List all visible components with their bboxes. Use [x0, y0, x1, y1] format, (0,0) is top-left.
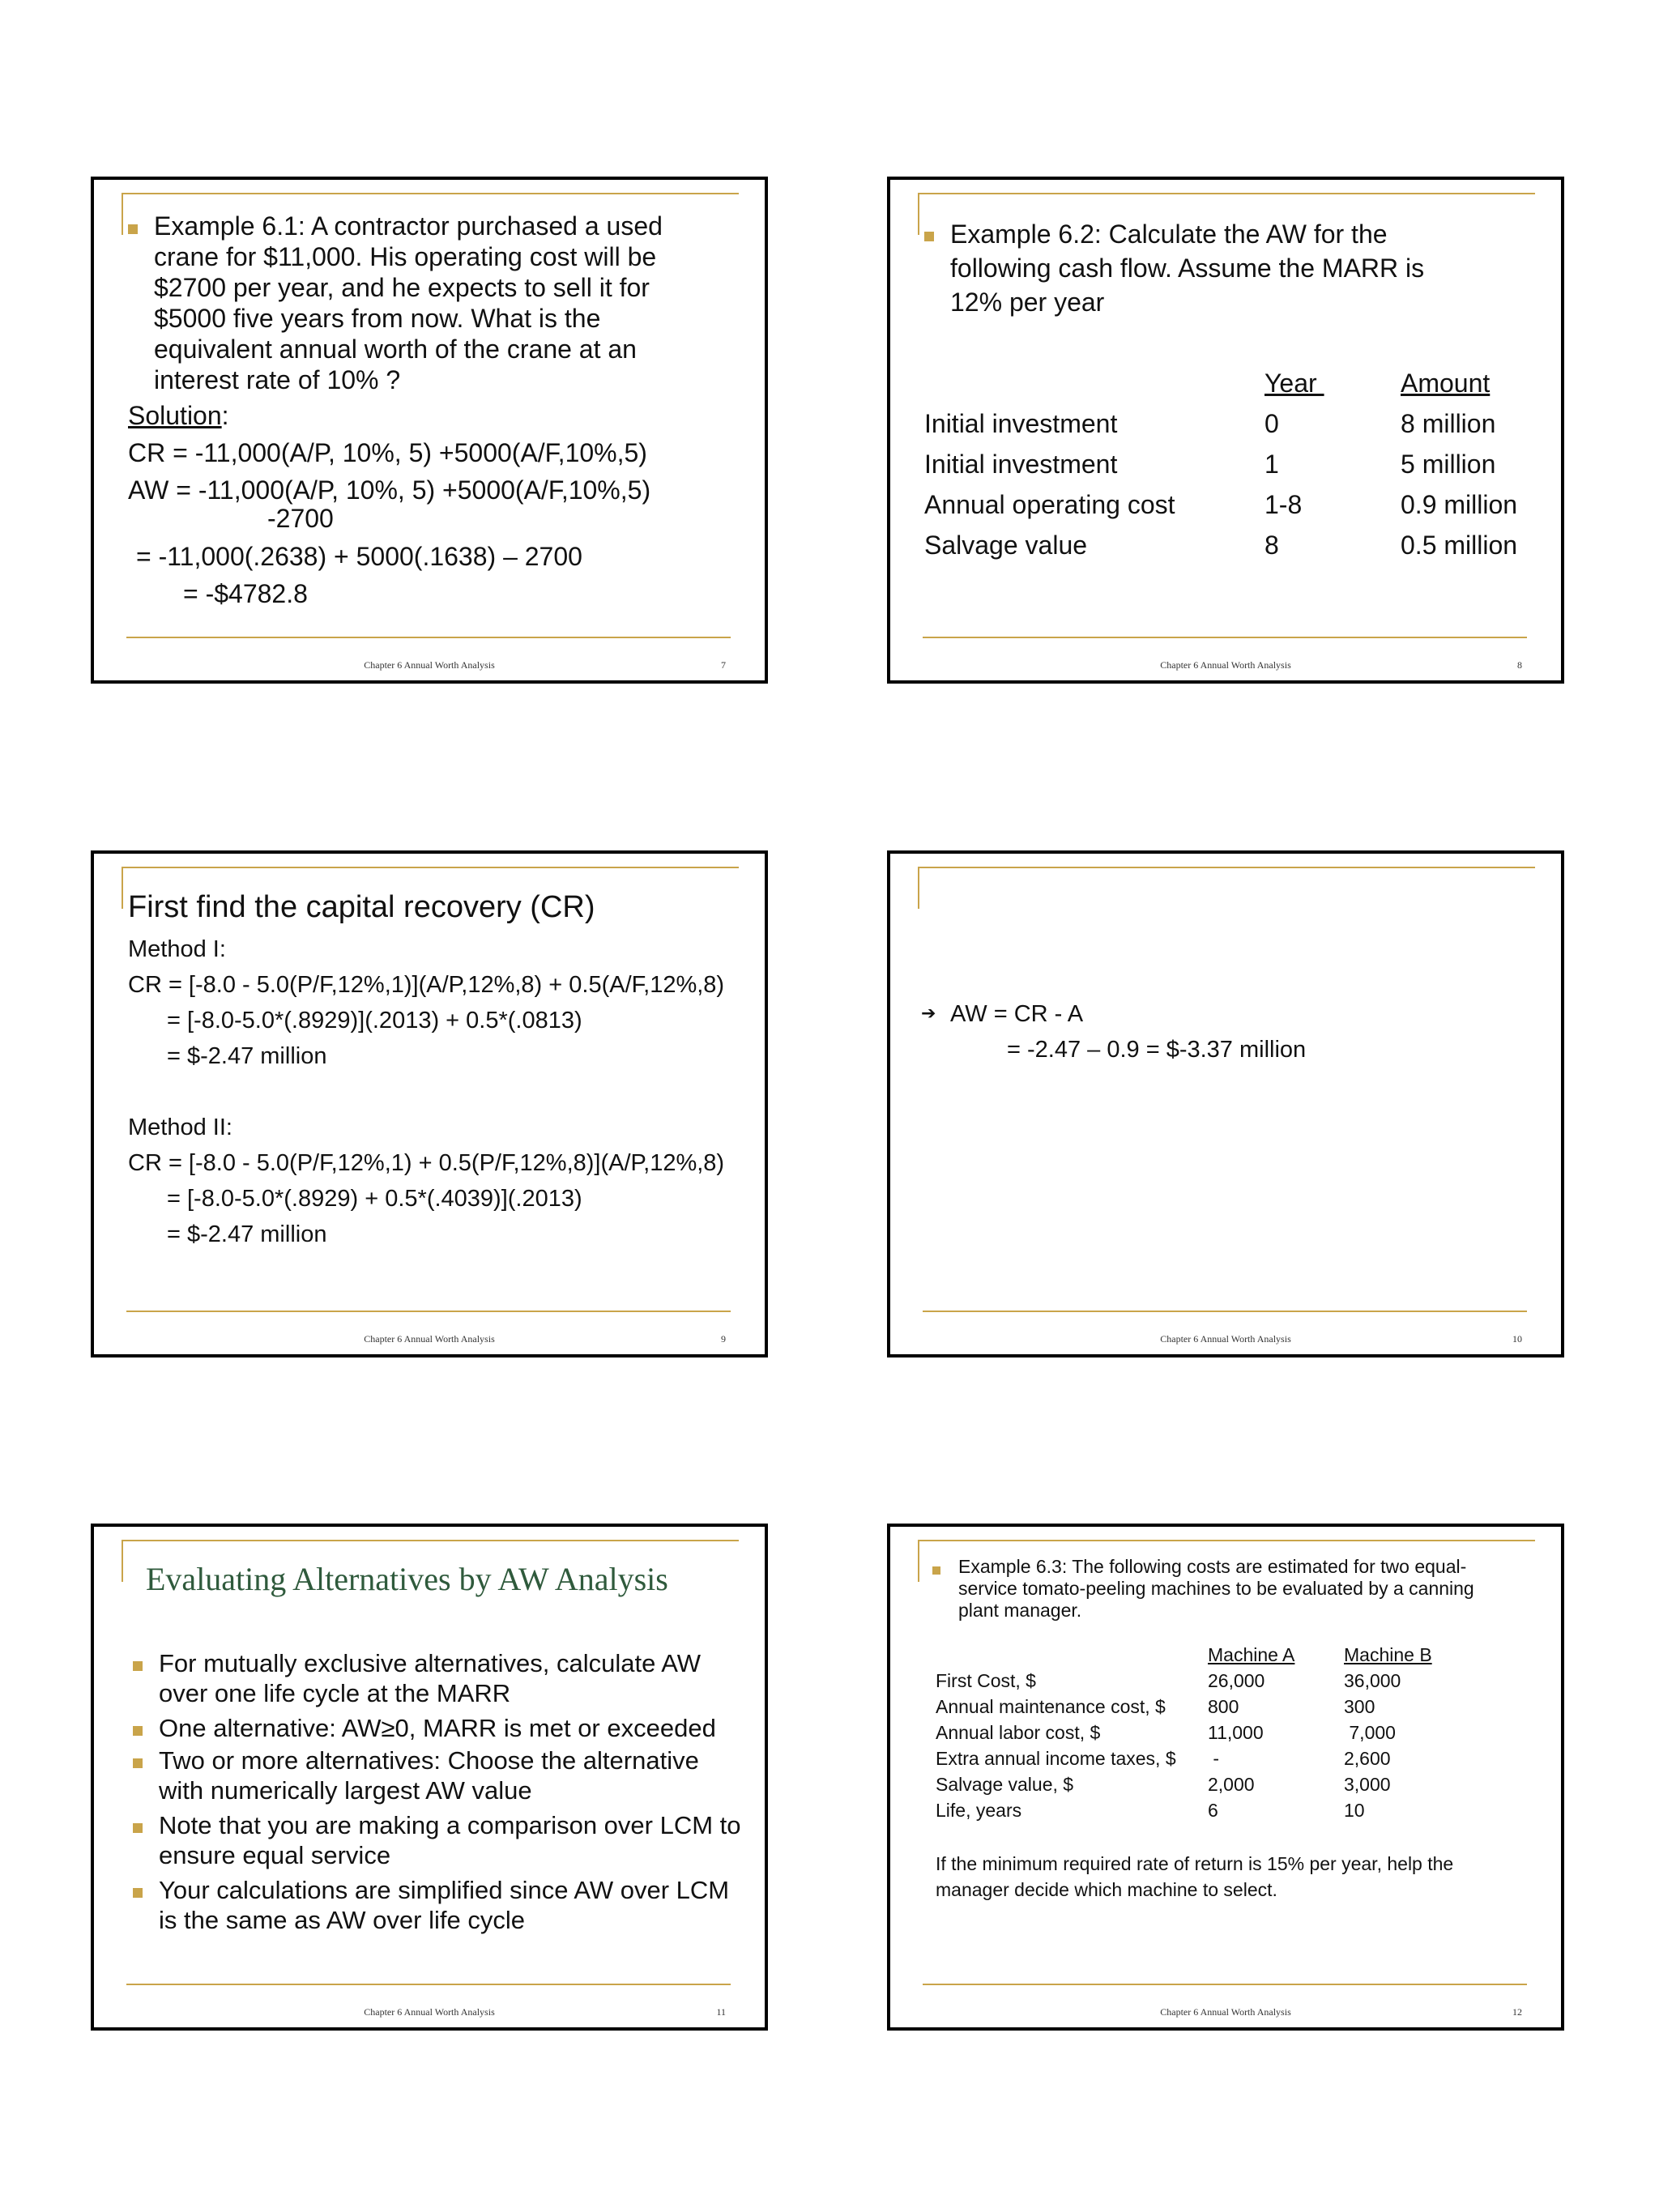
footer-chapter: Chapter 6 Annual Worth Analysis: [1160, 659, 1291, 671]
footer-chapter: Chapter 6 Annual Worth Analysis: [1160, 1333, 1291, 1345]
result-line: = -2.47 – 0.9 = $-3.37 million: [1007, 1037, 1307, 1063]
row-year: 0: [1265, 409, 1279, 438]
machine-a-value: 6: [1208, 1800, 1218, 1821]
machine-b-value: 300: [1344, 1696, 1375, 1717]
footer-chapter: Chapter 6 Annual Worth Analysis: [364, 1333, 495, 1345]
page-number: 12: [1512, 2006, 1522, 2018]
equation-line: CR = [-8.0 - 5.0(P/F,12%,1) + 0.5(P/F,12%,8)](A/P,12%,8): [128, 1150, 725, 1176]
cost-label: Annual maintenance cost, $: [936, 1696, 1166, 1717]
slide-8: [887, 177, 1564, 684]
row-amount: 8 million: [1401, 409, 1496, 438]
machine-a-value: 800: [1208, 1696, 1239, 1717]
cost-label: Extra annual income taxes, $: [936, 1748, 1176, 1769]
row-label: Salvage value: [924, 531, 1088, 560]
row-amount: 0.9 million: [1401, 490, 1518, 519]
machine-b-value: 36,000: [1344, 1670, 1401, 1691]
slide-7: [91, 177, 768, 684]
slide-title: First find the capital recovery (CR): [128, 890, 595, 924]
arrow-icon: ➔: [921, 1004, 936, 1024]
bullet-icon: [128, 224, 138, 234]
table-header-machine-a: Machine A: [1208, 1644, 1295, 1665]
table-header-machine-b: Machine B: [1344, 1644, 1432, 1665]
example-question: Example 6.2: Calculate the AW for the following cash flow. Assume the MARR is 12% per year: [950, 219, 1425, 317]
solution-line: CR = -11,000(A/P, 10%, 5) +5000(A/F,10%,5): [128, 438, 647, 467]
page-number: 7: [721, 659, 726, 671]
machine-a-value: -: [1208, 1748, 1220, 1769]
equation-line: = [-8.0-5.0*(.8929)](.2013) + 0.5*(.0813): [167, 1008, 582, 1034]
equation-line: = $-2.47 million: [167, 1221, 327, 1247]
solution-line: AW = -11,000(A/P, 10%, 5) +5000(A/F,10%,5): [128, 475, 651, 505]
bullet-icon: [932, 1566, 940, 1575]
slide-9: [91, 850, 768, 1357]
footer-rule: [126, 637, 731, 638]
machine-b-value: 10: [1344, 1800, 1365, 1821]
page-number: 9: [721, 1333, 726, 1345]
result-line: AW = CR - A: [950, 1001, 1084, 1027]
slide-title: Evaluating Alternatives by AW Analysis: [146, 1561, 668, 1597]
row-label: Initial investment: [924, 409, 1118, 438]
row-label: Initial investment: [924, 450, 1118, 479]
bullet-icon: [133, 1726, 143, 1736]
footer-rule: [126, 1984, 731, 1985]
row-year: 8: [1265, 531, 1279, 560]
footer-rule: [923, 637, 1527, 638]
bullet-icon: [133, 1888, 143, 1898]
bullet-text: For mutually exclusive alternatives, calculate AW over one life cycle at the MARR: [159, 1649, 702, 1707]
solution-line: = -$4782.8: [183, 579, 308, 608]
cost-label: Annual labor cost, $: [936, 1722, 1101, 1743]
footer-rule: [923, 1984, 1527, 1985]
footer-rule: [923, 1311, 1527, 1312]
method-label: Method II:: [128, 1115, 232, 1140]
equation-line: = $-2.47 million: [167, 1043, 327, 1069]
bullet-icon: [133, 1823, 143, 1833]
row-amount: 5 million: [1401, 450, 1496, 479]
solution-heading: Solution:: [128, 401, 229, 430]
footer-rule: [126, 1311, 731, 1312]
bullet-text: Two or more alternatives: Choose the alternative with numerically largest AW value: [159, 1746, 699, 1805]
method-label: Method I:: [128, 936, 226, 962]
solution-line: = -11,000(.2638) + 5000(.1638) – 2700: [136, 542, 582, 571]
footer-chapter: Chapter 6 Annual Worth Analysis: [364, 659, 495, 671]
row-label: Annual operating cost: [924, 490, 1175, 519]
footer-chapter: Chapter 6 Annual Worth Analysis: [364, 2006, 495, 2018]
page-number: 8: [1517, 659, 1522, 671]
footer-chapter: Chapter 6 Annual Worth Analysis: [1160, 2006, 1291, 2018]
equation-line: = [-8.0-5.0*(.8929) + 0.5*(.4039)](.2013): [167, 1186, 582, 1212]
table-header-amount: Amount: [1401, 369, 1491, 398]
row-year: 1: [1265, 450, 1279, 479]
slide-corner-decoration: [918, 867, 1535, 909]
machine-b-value: 2,600: [1344, 1748, 1391, 1769]
machine-a-value: 2,000: [1208, 1774, 1255, 1795]
solution-line: -2700: [267, 504, 334, 533]
table-header-year: Year: [1265, 369, 1324, 398]
row-year: 1-8: [1265, 490, 1303, 519]
equation-line: CR = [-8.0 - 5.0(P/F,12%,1)](A/P,12%,8) + 0.5(A/F,12%,8): [128, 972, 725, 998]
example-question: Example 6.3: The following costs are estimated for two equal- service tomato-peeling machines to be evaluated by a canning plant manager.: [958, 1556, 1474, 1621]
slide-10: [887, 850, 1564, 1357]
cost-label: Life, years: [936, 1800, 1022, 1821]
bullet-text: Note that you are making a comparison over LCM to ensure equal service: [159, 1811, 741, 1869]
slide-12: [887, 1524, 1564, 2031]
bullet-icon: [924, 232, 934, 241]
bullet-icon: [133, 1661, 143, 1671]
slide-11: [91, 1524, 768, 2031]
closing-question: If the minimum required rate of return is 15% per year, help the manager decide which machine to select.: [936, 1853, 1454, 1900]
machine-a-value: 26,000: [1208, 1670, 1265, 1691]
machine-b-value: 7,000: [1344, 1722, 1396, 1743]
bullet-text: Your calculations are simplified since AW over LCM is the same as AW over life cycle: [159, 1876, 730, 1934]
page-number: 11: [716, 2006, 726, 2018]
bullet-icon: [133, 1758, 143, 1768]
bullet-text: One alternative: AW≥0, MARR is met or exceeded: [159, 1714, 716, 1742]
cost-label: Salvage value, $: [936, 1774, 1074, 1795]
machine-a-value: 11,000: [1208, 1722, 1264, 1743]
page-number: 10: [1512, 1333, 1522, 1345]
row-amount: 0.5 million: [1401, 531, 1518, 560]
example-question: Example 6.1: A contractor purchased a used crane for $11,000. His operating cost will be $2700 per year, and he expects to sell it for $5000 five years from now. What is the equivalent annual worth of the crane at an interest rate of 10% ?: [154, 211, 663, 394]
cost-label: First Cost, $: [936, 1670, 1036, 1691]
machine-b-value: 3,000: [1344, 1774, 1391, 1795]
